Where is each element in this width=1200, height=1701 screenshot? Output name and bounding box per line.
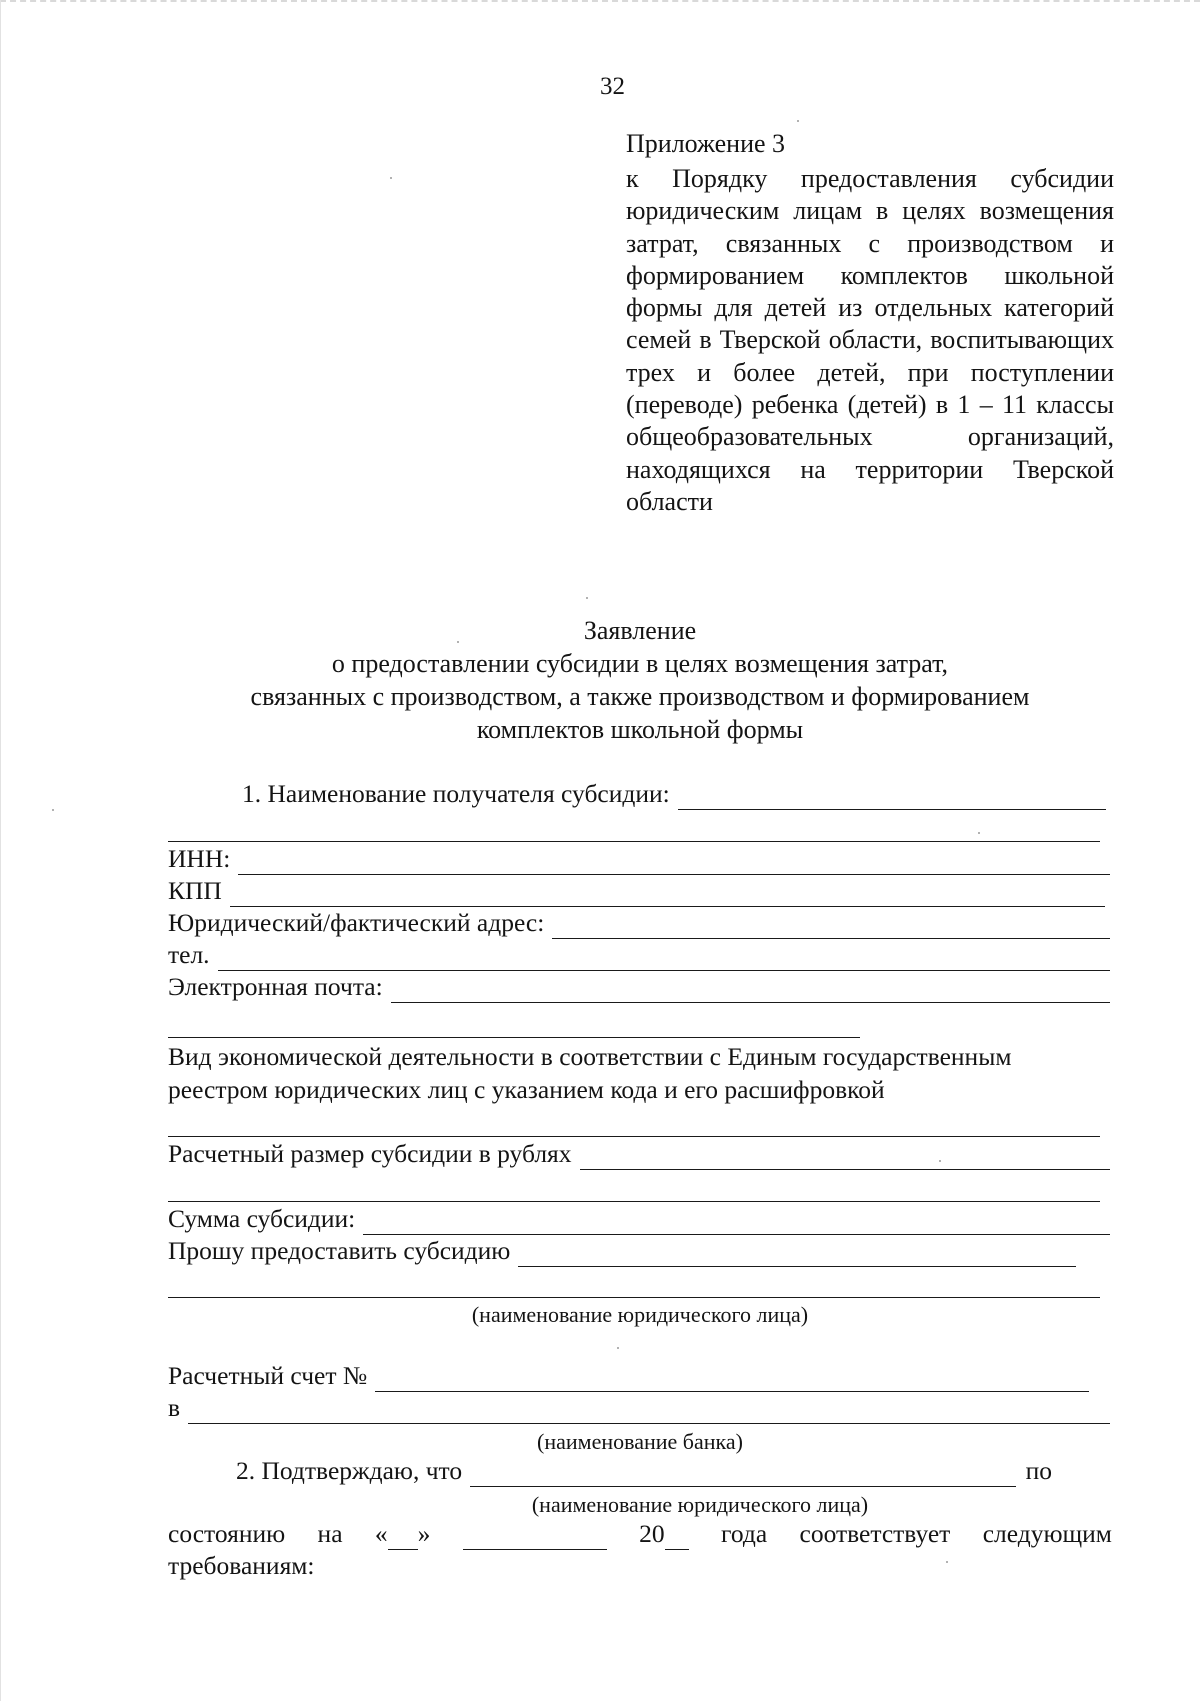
legal-entity-name-field[interactable] bbox=[168, 1297, 1100, 1298]
account-row bbox=[168, 1360, 1089, 1392]
subsidy-sum-row bbox=[168, 1203, 1110, 1235]
bank-row bbox=[168, 1392, 1110, 1424]
scan-speck bbox=[978, 832, 980, 834]
inn-row bbox=[168, 843, 1110, 875]
year-field[interactable] bbox=[665, 1527, 689, 1550]
month-field[interactable] bbox=[463, 1527, 607, 1550]
page-number: 32 bbox=[600, 73, 625, 100]
recipient-name-label: 1. Наименование получателя субсидии: bbox=[242, 778, 670, 808]
request-row bbox=[168, 1235, 1076, 1267]
date-word-3: года bbox=[721, 1518, 768, 1548]
email-field[interactable] bbox=[391, 978, 1110, 1003]
legal-entity-caption: (наименование юридического лица) bbox=[471, 1302, 809, 1327]
phone-label: тел. bbox=[168, 939, 210, 969]
bank-prefix: в bbox=[168, 1392, 181, 1422]
confirm-caption: (наименование юридического лица) bbox=[531, 1492, 869, 1517]
confirm-label: 2. Подтверждаю, что bbox=[236, 1455, 463, 1485]
subsidy-estimate-label: Расчетный размер субсидии в рублях bbox=[168, 1138, 572, 1168]
form-subtitle-line-2: связанных с производством, а также производством и формированием bbox=[250, 682, 1030, 711]
date-word-2: на bbox=[317, 1518, 343, 1548]
account-label: Расчетный счет № bbox=[168, 1360, 368, 1390]
subsidy-estimate-row bbox=[168, 1138, 1110, 1170]
bank-name-field[interactable] bbox=[188, 1399, 1110, 1424]
date-word-4: соответствует bbox=[799, 1518, 951, 1548]
date-day-group bbox=[375, 1518, 431, 1551]
inn-label: ИНН: bbox=[168, 843, 231, 873]
subsidy-sum-label: Сумма субсидии: bbox=[168, 1203, 356, 1233]
confirm-legal-entity-field[interactable] bbox=[470, 1462, 1015, 1487]
kpp-label: КПП bbox=[168, 875, 222, 905]
day-field[interactable] bbox=[388, 1527, 418, 1550]
account-number-field[interactable] bbox=[375, 1367, 1089, 1392]
scan-speck bbox=[52, 809, 54, 811]
email-row bbox=[168, 971, 1110, 1003]
date-year-group bbox=[639, 1518, 689, 1551]
scan-speck bbox=[586, 597, 588, 599]
form-subtitle-line-1: о предоставлении субсидии в целях возмещения затрат, bbox=[331, 649, 949, 678]
request-label: Прошу предоставить субсидию bbox=[168, 1235, 511, 1265]
scan-left-edge bbox=[0, 0, 2, 1701]
open-quote: « bbox=[374, 1518, 388, 1548]
email-continuation-field[interactable] bbox=[168, 1037, 860, 1038]
email-label: Электронная почта: bbox=[168, 971, 383, 1001]
appendix-text: к Порядку предоставления субсидии юридическим лицам в целях возмещения затрат, связанных с производством и формированием комплектов школьной формы для детей из отдельных категорий семей в Тверской области, воспитывающих трех и более детей, при поступлении (переводе) ребенка (детей) в 1 – 11 классы общеобразовательных организаций, находящихся на территории Тверской области bbox=[626, 164, 1114, 516]
appendix-title: Приложение 3 bbox=[626, 129, 786, 158]
activity-line-2: реестром юридических лиц с указанием кода и его расшифровкой bbox=[168, 1074, 885, 1104]
address-field[interactable] bbox=[552, 914, 1110, 939]
subsidy-estimate-field[interactable] bbox=[580, 1145, 1110, 1170]
confirm-suffix: по bbox=[1025, 1455, 1052, 1485]
scan-speck bbox=[390, 177, 392, 179]
address-row bbox=[168, 907, 1110, 939]
date-word-1: состоянию bbox=[168, 1518, 286, 1548]
kpp-field[interactable] bbox=[230, 882, 1105, 907]
recipient-name-continuation-field[interactable] bbox=[168, 841, 1100, 842]
scan-speck bbox=[797, 120, 799, 122]
form-subtitle-line-3: комплектов школьной формы bbox=[476, 715, 804, 744]
request-field[interactable] bbox=[518, 1242, 1076, 1267]
date-word-5: следующим bbox=[982, 1518, 1112, 1548]
year-prefix: 20 bbox=[639, 1518, 665, 1548]
requirements-label: требованиям: bbox=[168, 1550, 315, 1580]
address-label: Юридический/фактический адрес: bbox=[168, 907, 545, 937]
recipient-name-field[interactable] bbox=[678, 785, 1106, 810]
subsidy-sum-field[interactable] bbox=[363, 1210, 1110, 1235]
inn-field[interactable] bbox=[238, 850, 1110, 875]
scan-speck bbox=[617, 1347, 619, 1349]
kpp-row bbox=[168, 875, 1105, 907]
activity-line-1: Вид экономической деятельности в соответствии с Единым государственным bbox=[168, 1041, 1012, 1071]
scan-top-edge bbox=[0, 0, 1200, 3]
form-title: Заявление bbox=[583, 616, 697, 645]
phone-row bbox=[168, 939, 1110, 971]
close-quote: » bbox=[417, 1518, 431, 1548]
recipient-name-row bbox=[242, 778, 1106, 810]
bank-caption: (наименование банка) bbox=[537, 1429, 743, 1454]
phone-field[interactable] bbox=[218, 946, 1110, 971]
confirm-row bbox=[236, 1455, 1052, 1487]
date-row bbox=[168, 1518, 1112, 1550]
